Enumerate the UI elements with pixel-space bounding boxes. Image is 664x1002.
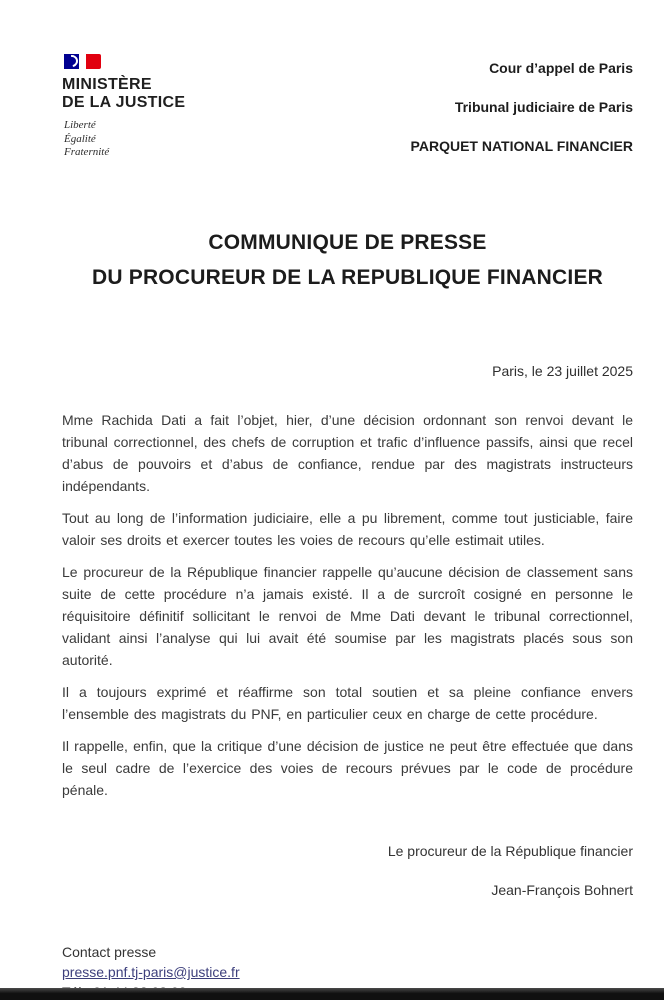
ministry-name-line2: DE LA JUSTICE [62,94,186,111]
paragraph-3: Le procureur de la République financier rappelle qu’aucune décision de classement sans suite de cette procédure n’a jamais existé. Il a de surcroît cosigné en personne le réquisitoire définitif sollicitant le renvoi de Mme Dati devant le tribunal correctionnel, validant ainsi l’analyse qui lui avait été soumise par les magistrats placés sous son autorité. [62,564,633,668]
title-line1: COMMUNIQUE DE PRESSE [208,231,487,254]
screenshot-bottom-bar [0,988,664,1000]
parquet-line: PARQUET NATIONAL FINANCIER [410,138,633,154]
ministry-name [62,76,185,112]
flag-white-block [79,54,86,70]
signature-block [62,843,633,898]
court-header [411,52,633,177]
flag-red-block [86,54,101,69]
document-header [62,52,633,177]
ministry-logo [62,52,185,160]
republic-motto [64,119,185,160]
paragraph-5: Il rappelle, enfin, que la critique d’une décision de justice ne peut être effectuée que dans le seul cadre de l’exercice des voies de recours prévues par le code de procédure pénale. [62,738,633,798]
signature-name: Jean-François Bohnert [491,882,633,898]
ministry-name-line1: MINISTÈRE [62,76,152,93]
contact-email-link[interactable]: presse.pnf.tj-paris@justice.fr [62,964,240,980]
tribunal-line: Tribunal judiciaire de Paris [454,99,633,115]
motto-fraternite: Fraternité [64,146,110,158]
body-text [62,409,633,801]
french-flag-icon [64,54,104,70]
motto-egalite: Égalité [64,132,96,145]
motto-liberte: Liberté [64,119,96,131]
paragraph-4: Il a toujours exprimé et réaffirme son total soutien et sa pleine confiance envers l’ensemble des magistrats du PNF, en particulier ceux en charge de cette procédure. [62,684,633,722]
signature-role: Le procureur de la République financier [387,843,633,859]
court-appeal-line: Cour d’appel de Paris [489,60,633,76]
contact-label: Contact presse [62,944,157,960]
title-line2: DU PROCUREUR DE LA REPUBLIQUE FINANCIER [91,266,604,289]
press-release-title [62,225,633,295]
paragraph-2: Tout au long de l’information judiciaire, elle a pu librement, comme tout justiciable, faire valoir ses droits et exercer toutes les voies de recours qu’elle estimait utiles. [62,510,633,548]
flag-blue-block [64,54,79,69]
dateline: Paris, le 23 juillet 2025 [492,363,633,379]
paragraph-1: Mme Rachida Dati a fait l’objet, hier, d’une décision ordonnant son renvoi devant le tribunal correctionnel, des chefs de corruption et trafic d’influence passifs, ainsi que recel d’abus de pouvoirs et d’abus de confiance, rendue par des magistrats instructeurs indépendants. [62,412,633,494]
